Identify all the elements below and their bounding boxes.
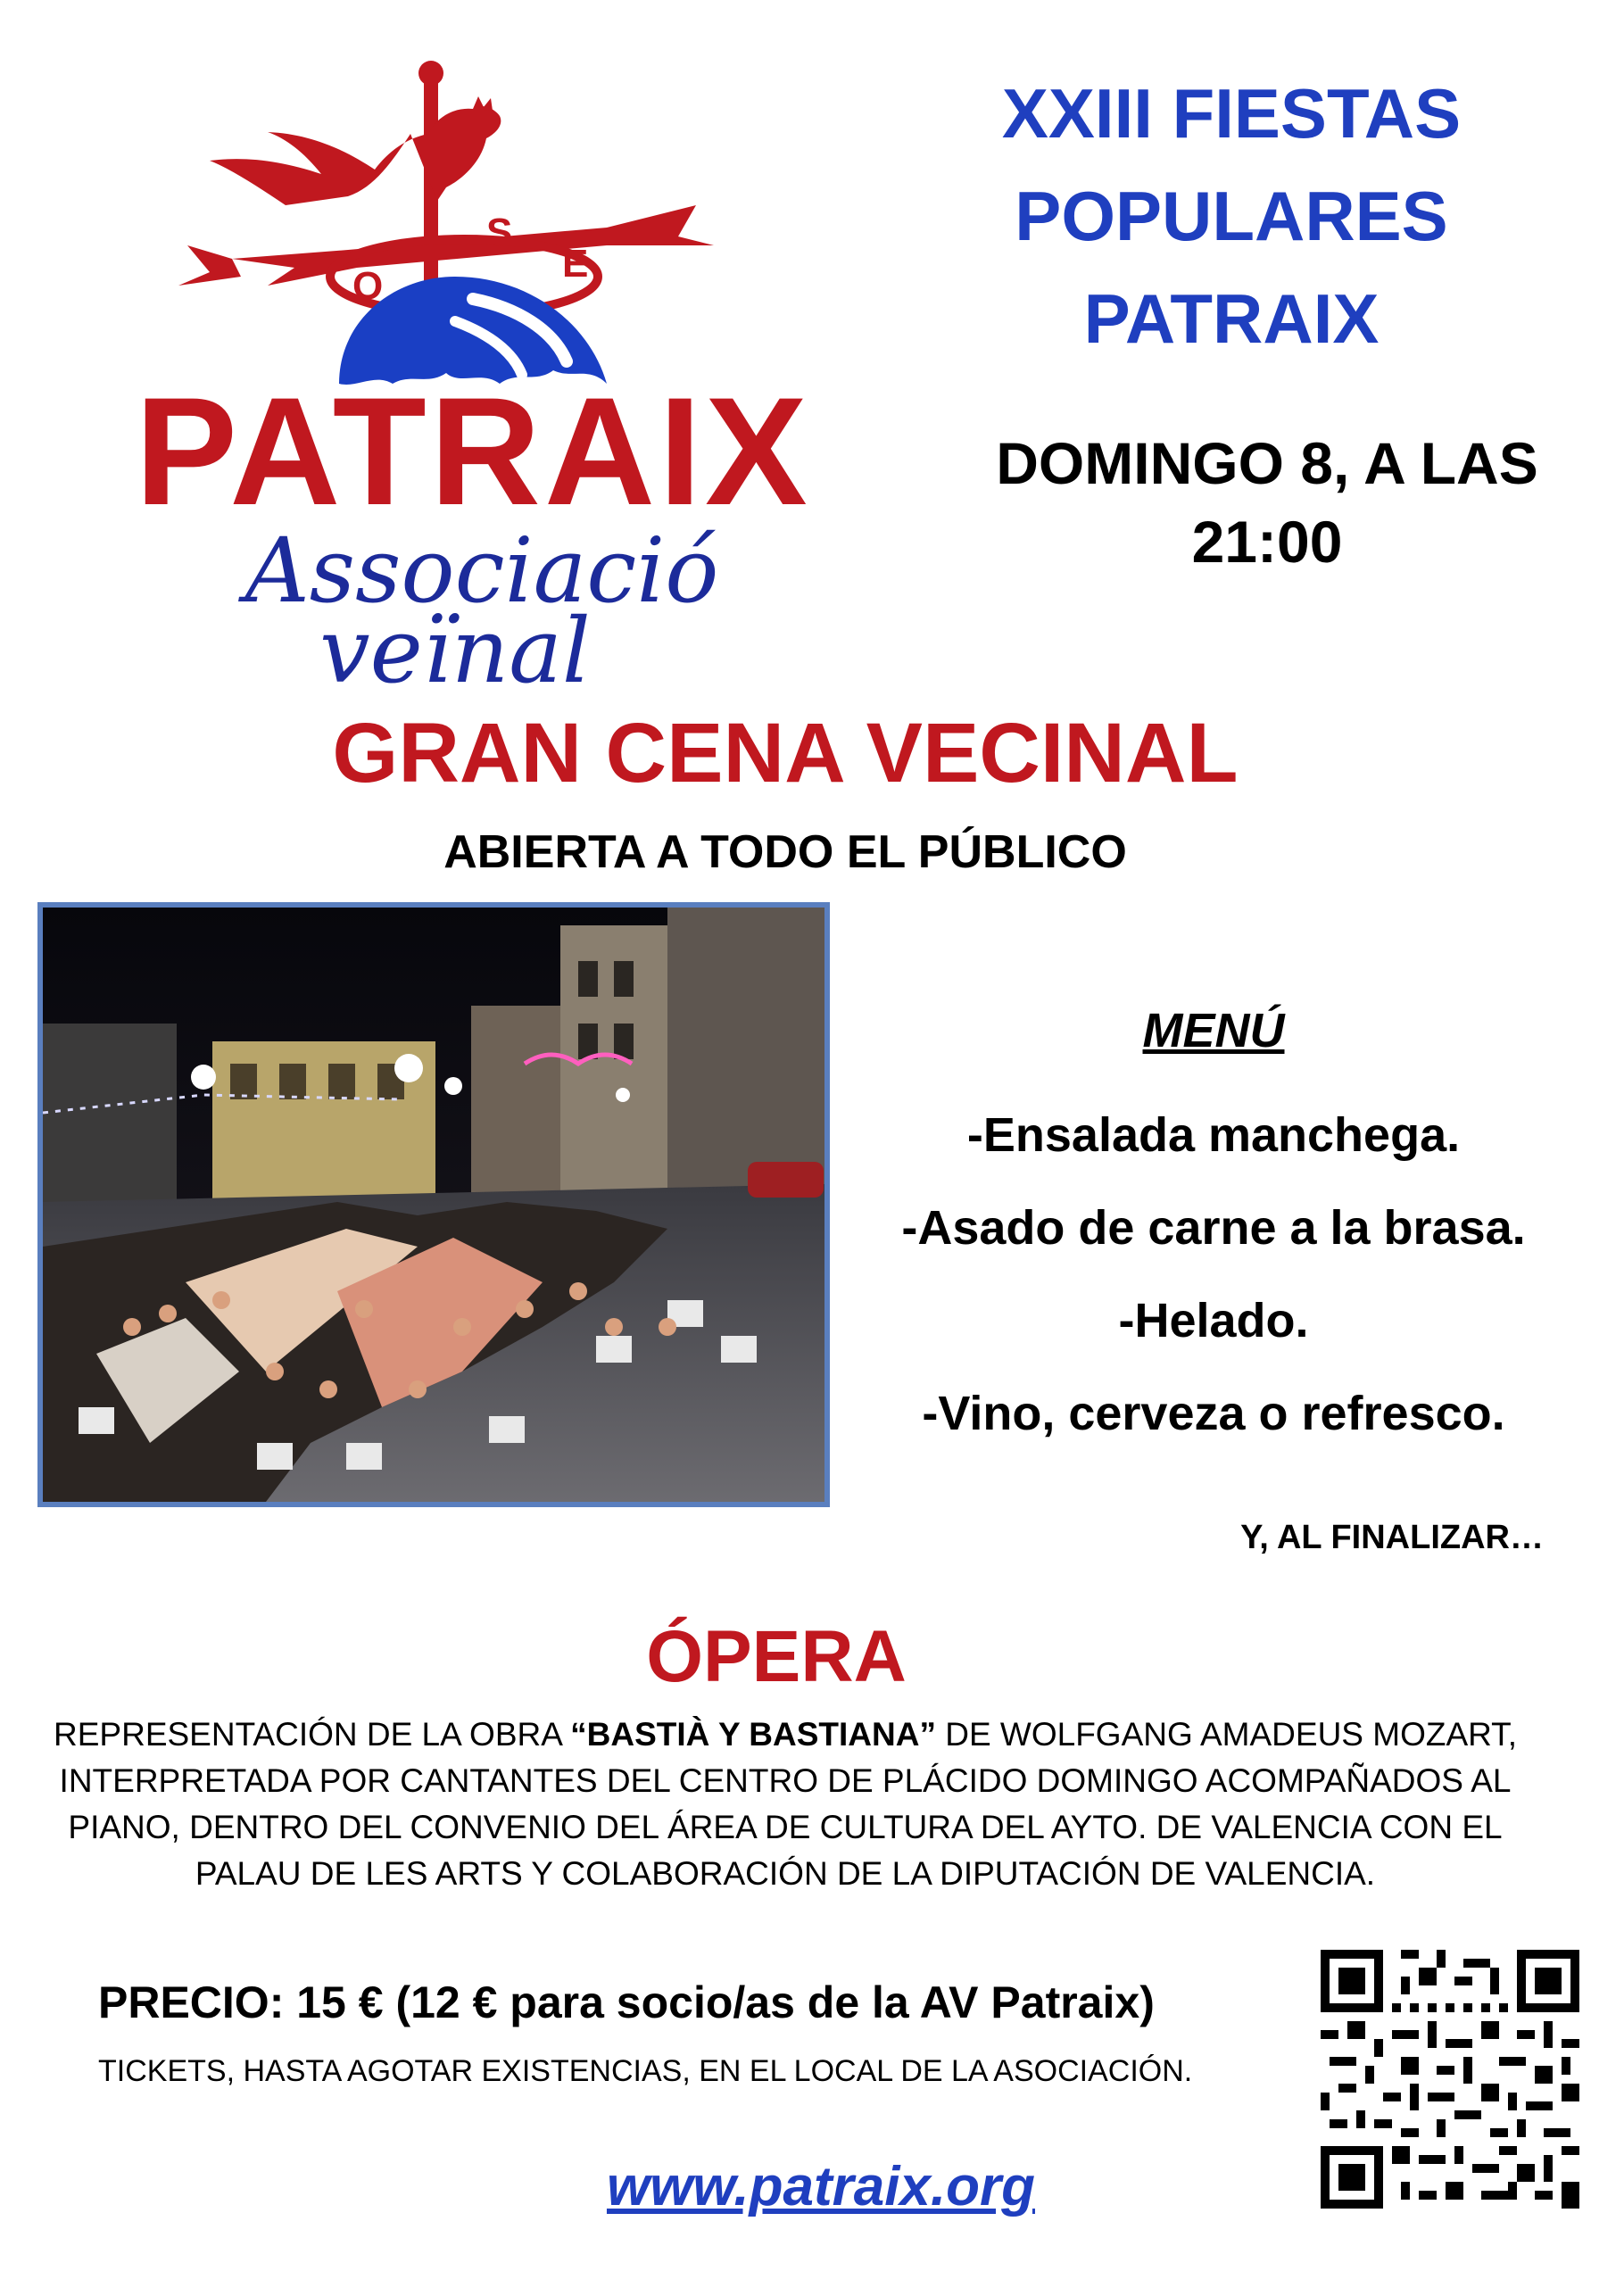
opera-title: ÓPERA: [646, 1616, 907, 1697]
festival-title-line2: POPULARES: [1015, 177, 1448, 255]
festival-title-line3: PATRAIX: [1083, 279, 1380, 358]
menu-item: -Asado de carne a la brasa.: [901, 1201, 1526, 1255]
festival-title: [892, 62, 1570, 370]
logo-wordmark: PATRAIX: [135, 366, 811, 537]
event-date: [928, 424, 1606, 581]
menu-section: [857, 995, 1570, 1460]
outdoor-dinner-photo: [37, 902, 830, 1507]
opera-description: [27, 1712, 1544, 1897]
tickets-info: TICKETS, HASTA AGOTAR EXISTENCIAS, EN EL LOCAL DE LA ASOCIACIÓN.: [98, 2054, 1193, 2088]
photo-illustration: [43, 908, 824, 1502]
price-info: PRECIO: 15 € (12 € para socio/as de la AV Patraix): [98, 1977, 1155, 2027]
menu-item: -Ensalada manchega.: [966, 1108, 1461, 1162]
opera-desc-part1: REPRESENTACIÓN DE LA OBRA: [54, 1716, 571, 1753]
logo-subtitle-line2: veïnal: [319, 599, 591, 703]
compass-letter-e: E: [562, 242, 589, 286]
compass-letter-o: O: [352, 264, 384, 308]
menu-item: -Helado.: [1118, 1294, 1309, 1347]
compass-letter-s: S: [486, 211, 513, 254]
event-title: GRAN CENA VECINAL: [332, 706, 1239, 800]
weathervane-rooster-icon: [54, 54, 874, 393]
opera-work-title: “BASTIÀ Y BASTIANA”: [570, 1716, 936, 1753]
qr-code-icon: [1321, 1950, 1579, 2209]
event-date-line1: DOMINGO 8, A LAS: [996, 430, 1538, 496]
opera-desc-part2: , INTERPRETADA POR CANTANTES DEL CENTRO DE PLÁCIDO DOMINGO ACOMPAÑADOS AL PIANO, DENTRO DEL CONVENIO DEL ÁREA DE CULTURA DEL AYTO. DE VALENCIA CON EL PALAU DE LES ARTS Y COLABORACIÓN DE LA DIPUTACIÓN DE VALENCIA.: [59, 1716, 1517, 1892]
event-subtitle: ABIERTA A TODO EL PÚBLICO: [443, 826, 1127, 878]
opera-composer: DE WOLFGANG AMADEUS MOZART: [935, 1716, 1508, 1753]
logo-subtitle-line1: Associació: [244, 518, 719, 623]
menu-heading: MENÚ: [1142, 1004, 1285, 1057]
website-link[interactable]: www.patraix.org: [606, 2156, 1035, 2217]
menu-item: -Vino, cerveza o refresco.: [922, 1387, 1505, 1440]
festival-title-line1: XXIII FIESTAS: [1001, 74, 1462, 153]
after-dinner-note: Y, AL FINALIZAR…: [1240, 1519, 1544, 1556]
event-date-line2: 21:00: [1191, 509, 1343, 575]
